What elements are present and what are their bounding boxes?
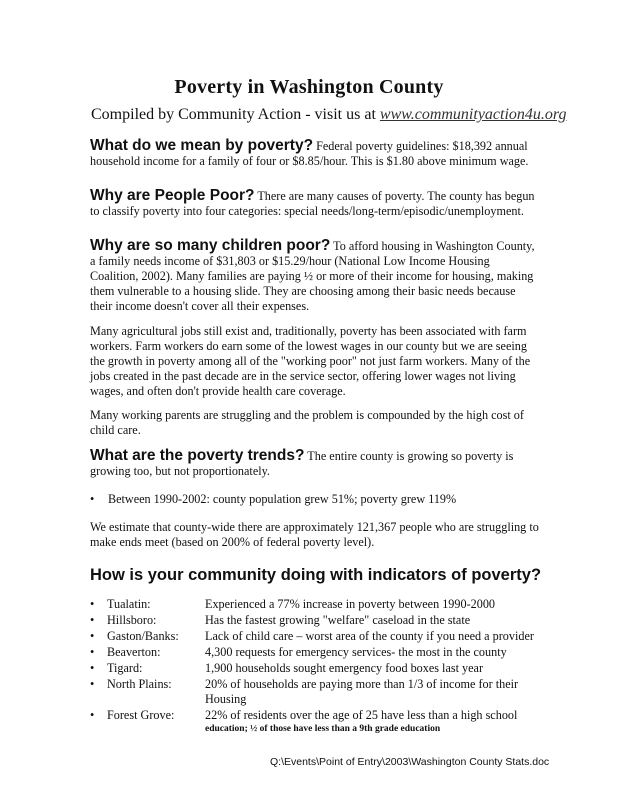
file-path-footer: Q:\Events\Point of Entry\2003\Washington County Stats.doc bbox=[270, 756, 550, 768]
bullet-icon: • bbox=[90, 492, 95, 506]
trend-bullet bbox=[90, 492, 456, 507]
indicator-description: Has the fastest growing "welfare" caseload in the state bbox=[205, 613, 471, 627]
bullet-icon: • bbox=[90, 613, 95, 627]
indicator-description-cell bbox=[205, 629, 550, 645]
paragraph-working-parents: Many working parents are struggling and the problem is compounded by the high cost of child care. bbox=[90, 408, 524, 437]
heading-what-poverty: What do we mean by poverty? bbox=[90, 137, 314, 154]
indicator-place: Beaverton: bbox=[107, 645, 161, 659]
heading-poverty-trends: What are the poverty trends? bbox=[90, 447, 305, 464]
indicator-place: North Plains: bbox=[107, 677, 172, 691]
heading-why-poor: Why are People Poor? bbox=[90, 187, 255, 204]
body-why-poor: There are many causes of poverty. The county has begun to classify poverty into four categories: special needs/long-term/episodic/unemployment. bbox=[90, 189, 535, 218]
section-why-poor bbox=[90, 188, 540, 219]
section-children-poor bbox=[90, 238, 540, 314]
body-what-poverty: Federal poverty guidelines: $18,392 annual household income for a family of four or $8.85/hour. This is $1.80 above minimum wage. bbox=[90, 139, 529, 168]
bullet-icon: • bbox=[90, 597, 95, 611]
indicator-row bbox=[90, 613, 550, 629]
subtitle bbox=[91, 106, 567, 124]
indicator-description: Lack of child care – worst area of the county if you need a provider bbox=[205, 629, 534, 643]
page-title: Poverty in Washington County bbox=[174, 76, 444, 98]
website-link[interactable]: www.communityaction4u.org bbox=[379, 106, 567, 123]
indicator-place: Forest Grove: bbox=[107, 708, 175, 722]
indicator-description: Experienced a 77% increase in poverty between 1990-2000 bbox=[205, 597, 496, 611]
indicator-description-cell bbox=[205, 613, 550, 629]
trend-bullet-text: Between 1990-2002: county population grew 51%; poverty grew 119% bbox=[108, 492, 457, 506]
indicator-place: Tigard: bbox=[107, 661, 143, 675]
bullet-icon: • bbox=[90, 645, 95, 659]
indicator-row bbox=[90, 661, 550, 677]
heading-indicators: How is your community doing with indicators of poverty? bbox=[90, 566, 542, 584]
indicator-description-cell bbox=[205, 661, 550, 677]
indicator-row bbox=[90, 708, 550, 736]
indicator-row bbox=[90, 629, 550, 645]
indicator-description-cell bbox=[205, 677, 550, 708]
section-what-poverty bbox=[90, 138, 540, 169]
bullet-icon: • bbox=[90, 677, 95, 691]
indicator-subnote: education; ½ of those have less than a 9th grade education bbox=[205, 724, 441, 734]
indicator-place: Tualatin: bbox=[107, 597, 151, 611]
indicator-row bbox=[90, 677, 550, 708]
section-poverty-trends bbox=[90, 448, 540, 479]
indicator-description: 1,900 households sought emergency food boxes last year bbox=[205, 661, 484, 675]
paragraph-estimate: We estimate that county-wide there are approximately 121,367 people who are struggling to make ends meet (based on 200% of federal poverty level). bbox=[90, 520, 539, 549]
indicator-description-cell bbox=[205, 597, 550, 613]
indicator-description: 20% of households are paying more than 1/3 of income for their Housing bbox=[205, 677, 519, 706]
bullet-icon: • bbox=[90, 629, 95, 643]
heading-children-poor: Why are so many children poor? bbox=[90, 237, 331, 254]
indicator-place: Gaston/Banks: bbox=[107, 629, 179, 643]
indicator-description-cell bbox=[205, 645, 550, 661]
indicator-row bbox=[90, 645, 550, 661]
indicator-description: 4,300 requests for emergency services- the most in the county bbox=[205, 645, 507, 659]
indicator-row bbox=[90, 597, 550, 613]
subtitle-text: Compiled by Community Action - visit us at bbox=[91, 106, 380, 123]
indicators-table bbox=[90, 597, 550, 736]
bullet-icon: • bbox=[90, 708, 95, 722]
body-poverty-trends: The entire county is growing so poverty is growing too, but not proportionately. bbox=[90, 449, 514, 478]
paragraph-agricultural: Many agricultural jobs still exist and, traditionally, poverty has been associated with farm workers. Farm workers do earn some of the lowest wages in our county but we are seeing the growth in poverty among all of the "working poor" not just farm workers. Many of the jobs created in the past decade are in the service sector, offering lower wages not living wages, and often don't provide health care coverage. bbox=[90, 324, 531, 398]
indicator-place: Hillsboro: bbox=[107, 613, 157, 627]
body-children-poor: To afford housing in Washington County, a family needs income of $31,803 or $15.29/hour (National Low Income Housing Coalition, 2002). Many families are paying ½ or more of their income for housing, making them vulnerable to a housing slide. They are choosing among their basic needs because their income doesn't cover all their expenses. bbox=[90, 239, 535, 313]
bullet-icon: • bbox=[90, 661, 95, 675]
indicator-description-cell bbox=[205, 708, 550, 736]
indicator-description: 22% of residents over the age of 25 have less than a high school bbox=[205, 708, 518, 722]
